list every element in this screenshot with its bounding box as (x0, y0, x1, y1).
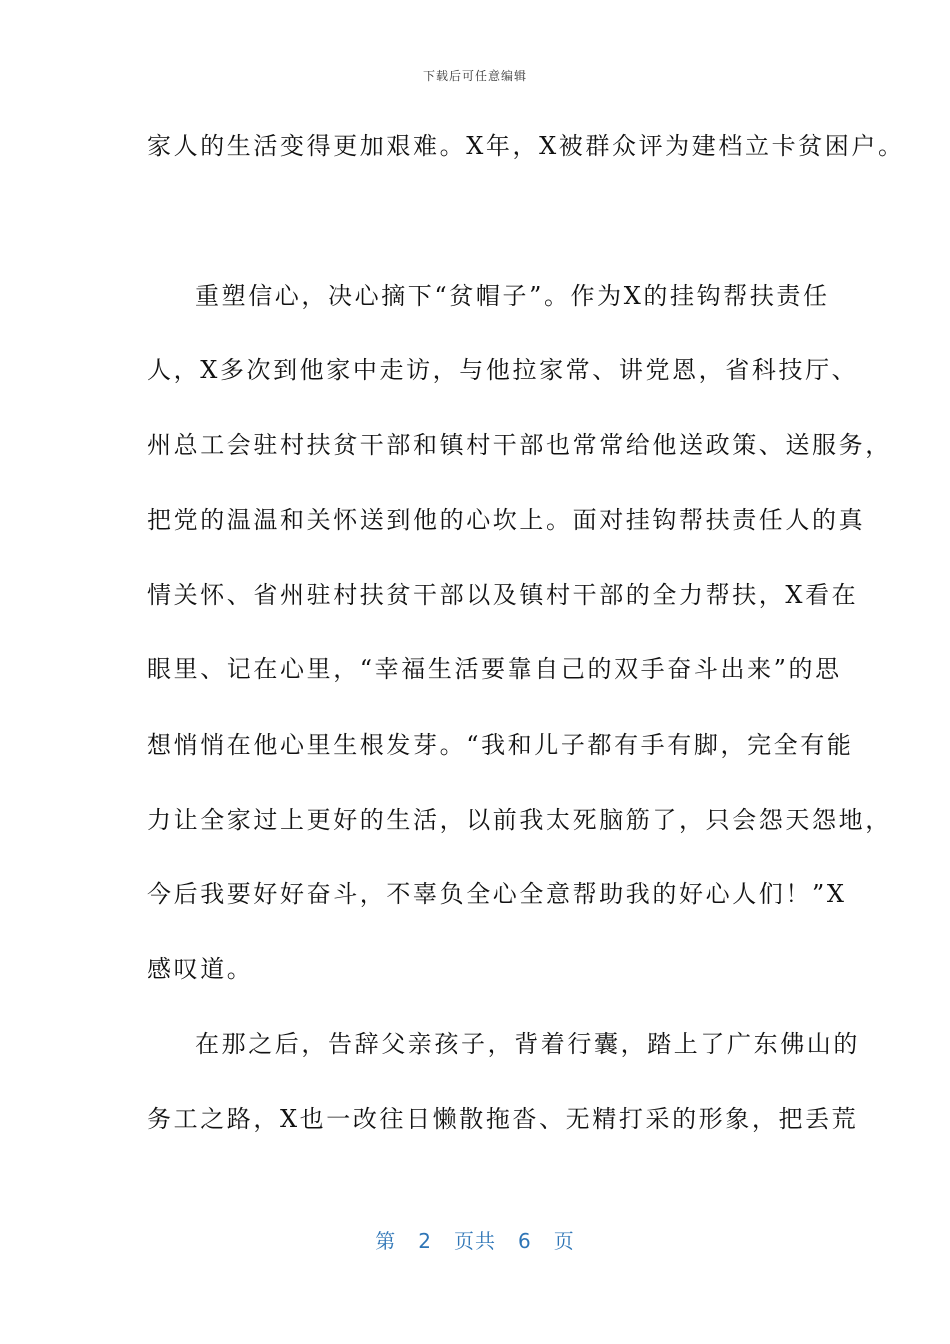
body-line-6: 情关怀、省州驻村扶贫干部以及镇村干部的全力帮扶，X看在 (147, 581, 859, 609)
body-line-1: 家人的生活变得更加艰难。X年，X被群众评为建档立卡贫困户。 (147, 132, 905, 160)
page-footer (0, 1225, 950, 1254)
footer-suffix: 页 (553, 1229, 575, 1253)
body-line-3: 人，X多次到他家中走访，与他拉家常、讲党恩，省科技厅、 (147, 356, 859, 384)
footer-total-pages: 6 (518, 1229, 532, 1253)
body-line-7: 眼里、记在心里，“幸福生活要靠自己的双手奋斗出来”的思 (147, 655, 842, 683)
footer-middle: 页共 (454, 1229, 496, 1253)
footer-prefix: 第 (375, 1229, 397, 1253)
body-line-13: 务工之路，X也一改往日懒散拖沓、无精打采的形象，把丢荒 (147, 1105, 859, 1133)
footer-current-page: 2 (418, 1229, 432, 1253)
body-line-4: 州总工会驻村扶贫干部和镇村干部也常常给他送政策、送服务， (147, 431, 892, 459)
body-line-2: 重塑信心，决心摘下“贫帽子”。作为X的挂钩帮扶责任 (195, 282, 830, 310)
page-header: 下载后可任意编辑 (422, 69, 527, 83)
body-line-9: 力让全家过上更好的生活，以前我太死脑筋了，只会怨天怨地， (147, 806, 892, 834)
body-line-8: 想悄悄在他心里生根发芽。“我和儿子都有手有脚，完全有能 (147, 731, 854, 759)
body-line-12: 在那之后，告辞父亲孩子，背着行囊，踏上了广东佛山的 (195, 1030, 860, 1058)
body-line-5: 把党的温温和关怀送到他的心坎上。面对挂钩帮扶责任人的真 (147, 506, 866, 534)
body-line-11: 感叹道。 (147, 955, 254, 983)
body-line-10: 今后我要好好奋斗，不辜负全心全意帮助我的好心人们！”X (147, 880, 847, 908)
